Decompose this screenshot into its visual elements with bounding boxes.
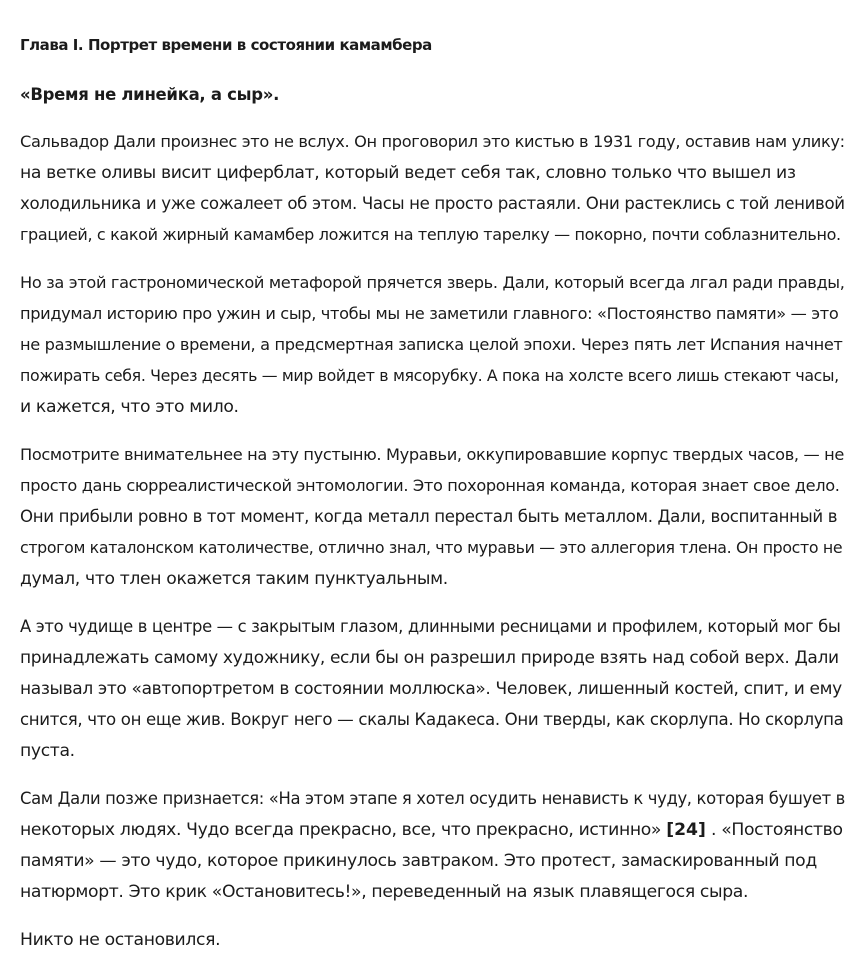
quote-end-text: некоторых людях. Чудо всегда прекрасно, все, что прекрасно, истинно» bbox=[20, 820, 662, 840]
epigraph: «Время не линейка, а сыр». bbox=[20, 85, 280, 104]
paragraph-line: пожирать себя. Через десять — мир войдет в мясорубку. А пока на холсте всего лишь стекают часы, bbox=[20, 366, 839, 385]
paragraph-line: Никто не остановился. bbox=[20, 930, 221, 950]
paragraph-line: и кажется, что это мило. bbox=[20, 397, 239, 417]
paragraph-line: грацией, с какой жирный камамбер ложится на теплую тарелку — покорно, почти соблазнительно. bbox=[20, 225, 841, 244]
paragraph-line: Посмотрите внимательнее на эту пустыню. Муравьи, оккупировавшие корпус твердых часов, — не bbox=[20, 445, 844, 464]
paragraph-line: памяти» — это чудо, которое прикинулось завтраком. Это протест, замаскированный под bbox=[20, 851, 817, 871]
chapter-article bbox=[20, 28, 860, 950]
paragraph-line: принадлежать самому художнику, если бы он разрешил природе взять над собой верх. Дали bbox=[20, 648, 839, 668]
after-reference-text: . «Постоянство bbox=[710, 820, 843, 840]
paragraph-line: натюрморт. Это крик «Остановитесь!», переведенный на язык плавящегося сыра. bbox=[20, 882, 749, 902]
paragraph-line: снится, что он еще жив. Вокруг него — скалы Кадакеса. Они тверды, как скорлупа. Но скорлупа bbox=[20, 710, 844, 729]
paragraph-line: холодильника и уже сожалеет об этом. Часы не просто растаяли. Они растеклись с той ленивой bbox=[20, 194, 845, 213]
paragraph-line: Сальвадор Дали произнес это не вслух. Он проговорил это кистью в 1931 году, оставив нам улику: bbox=[20, 132, 845, 151]
paragraph-line: Сам Дали позже признается: «На этом этапе я хотел осудить ненависть к чуду, которая бушует в bbox=[20, 789, 845, 808]
footnote-reference-link[interactable]: [24] bbox=[666, 820, 706, 840]
paragraph-line bbox=[20, 815, 843, 845]
paragraph-line: просто дань сюрреалистической энтомологии. Это похоронная команда, которая знает свое дело. bbox=[20, 476, 840, 495]
paragraph-line: думал, что тлен окажется таким пунктуальным. bbox=[20, 569, 448, 589]
chapter-title: Глава I. Портрет времени в состоянии камамбера bbox=[20, 36, 432, 54]
paragraph-line: придумал историю про ужин и сыр, чтобы мы не заметили главного: «Постоянство памяти» — это bbox=[20, 304, 839, 323]
paragraph-line: не размышление о времени, а предсмертная записка целой эпохи. Через пять лет Испания начнет bbox=[20, 335, 843, 354]
paragraph-line: Но за этой гастрономической метафорой прячется зверь. Дали, который всегда лгал ради правды, bbox=[20, 273, 845, 292]
paragraph-line: строгом каталонском католичестве, отлично знал, что муравьи — это аллегория тлена. Он просто не bbox=[20, 538, 843, 557]
paragraph-line: А это чудище в центре — с закрытым глазом, длинными ресницами и профилем, который мог бы bbox=[20, 617, 841, 636]
paragraph-line: пуста. bbox=[20, 741, 75, 761]
paragraph-line: называл это «автопортретом в состоянии моллюска». Человек, лишенный костей, спит, и ему bbox=[20, 679, 842, 699]
paragraph-line: Они прибыли ровно в тот момент, когда металл перестал быть металлом. Дали, воспитанный в bbox=[20, 507, 838, 526]
paragraph-line: на ветке оливы висит циферблат, который ведет себя так, словно только что вышел из bbox=[20, 163, 796, 183]
